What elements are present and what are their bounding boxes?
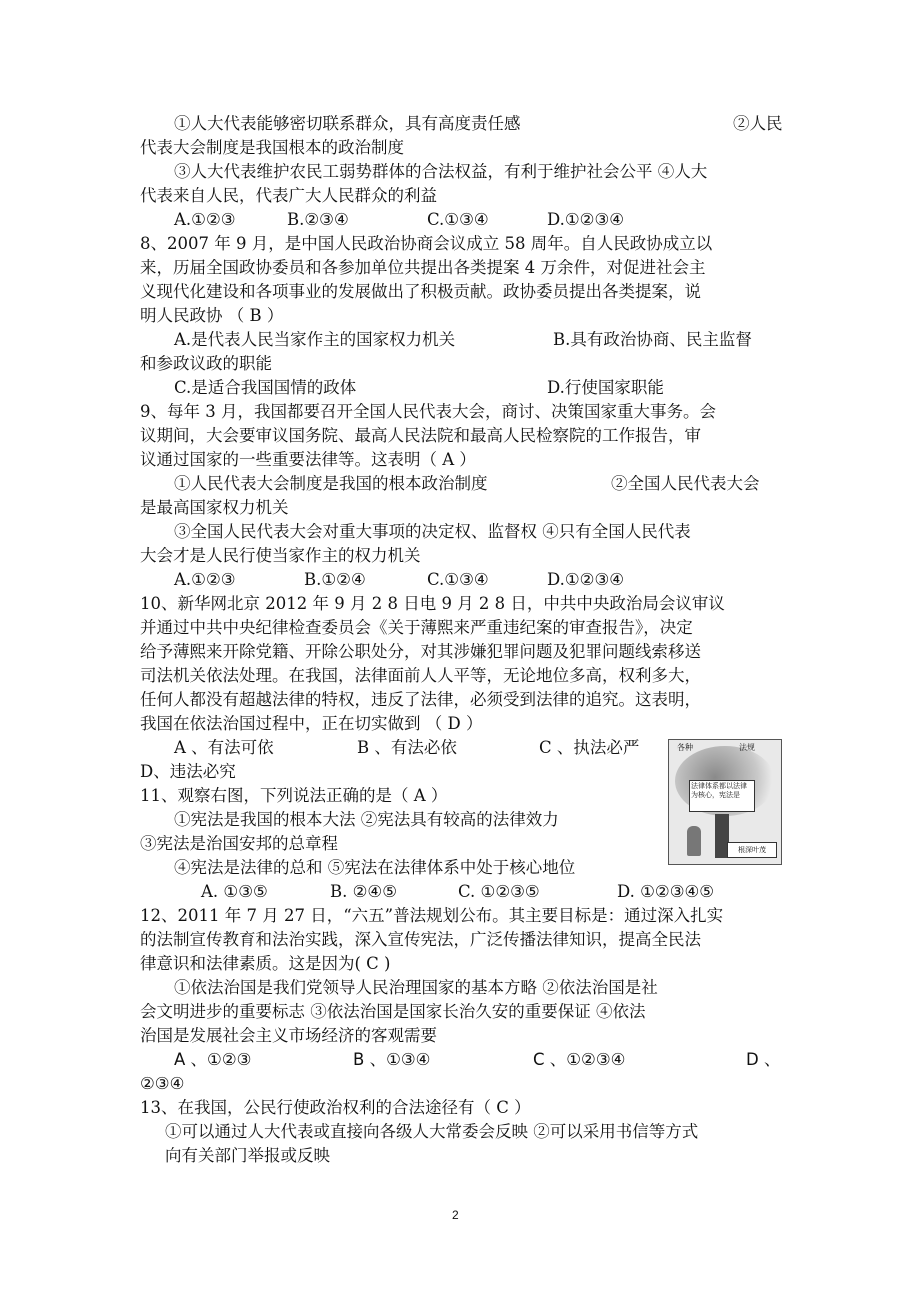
q12-option-4-end: 治国是发展社会主义市场经济的客观需要 (140, 1026, 437, 1045)
q8-stem-line-2: 来，历届全国政协委员和各参加单位共提出各类提案 4 万余件，对促进社会主 (140, 258, 706, 277)
q7-option-2-end: 代表大会制度是我国根本的政治制度 (140, 138, 404, 157)
q7-choice-c: C.①③④ (427, 210, 489, 229)
q12-choice-d-start: D 、 (746, 1050, 781, 1069)
q8-stem-line-3: 义现代化建设和各项事业的发展做出了积极贡献。政协委员提出各类提案，说 (140, 282, 701, 301)
q12-choice-b: B 、①③④ (353, 1050, 431, 1069)
q10-stem-line-4: 司法机关依法处理。在我国，法律面前人人平等，无论地位多高，权利多大， (140, 666, 701, 685)
q9-option-2-end: 是最高国家权力机关 (140, 498, 289, 517)
q12-choice-d-end: ②③④ (140, 1074, 185, 1093)
q9-stem-line-1: 9、每年 3 月，我国都要召开全国人民代表大会，商讨、决策国家重大事务。会 (140, 402, 716, 421)
q12-stem-line-2: 的法制宣传教育和法治实践，深入宣传宪法，广泛传播法律知识，提高全民法 (140, 930, 701, 949)
q10-stem-line-6: 我国在依法治国过程中，正在切实做到 （ D ） (140, 714, 483, 733)
q11-stem: 11、观察右图，下列说法正确的是（ A ） (140, 786, 448, 805)
q7-option-4-end: 代表来自人民，代表广大人民群众的利益 (140, 186, 437, 205)
q7-choice-a: A.①②③ (174, 210, 236, 229)
page-number: 2 (452, 1208, 459, 1222)
q12-option-1-2: ①依法治国是我们党领导人民治理国家的基本方略 ②依法治国是社 (174, 978, 658, 997)
q9-choice-b: B.①②④ (304, 570, 366, 589)
q9-stem-line-3: 议通过国家的一些重要法律等。这表明（ A ） (140, 450, 476, 469)
q9-option-1: ①人民代表大会制度是我国的根本政治制度 (174, 474, 488, 493)
q7-choice-d: D.①②③④ (547, 210, 625, 229)
q12-choice-a: A 、①②③ (174, 1050, 252, 1069)
q7-option-1: ①人大代表能够密切联系群众，具有高度责任感 (174, 114, 521, 133)
person-figure (687, 826, 701, 856)
q10-stem-line-1: 10、新华网北京 2012 年 9 月 2 8 日电 9 月 2 8 日，中共中央政治局会议审议 (140, 594, 725, 613)
q11-option-3: ③宪法是治国安邦的总章程 (140, 834, 338, 853)
q11-options-4-5: ④宪法是法律的总和 ⑤宪法在法律体系中处于核心地位 (174, 858, 576, 877)
q12-stem-line-1: 12、2011 年 7 月 27 日，“六五”普法规划公布。其主要目标是：通过深入扎实 (140, 906, 724, 925)
q7-option-3: ③人大代表维护农民工弱势群体的合法权益，有利于维护社会公平 ④人大 (174, 162, 708, 181)
figure-label-top-right: 法规 (739, 743, 755, 752)
q13-option-1-2: ①可以通过人大代表或直接向各级人大常委会反映 ②可以采用书信等方式 (165, 1122, 699, 1141)
q11-choice-c: C. ①②③⑤ (458, 882, 540, 901)
q7-option-2-start: ②人民 (733, 114, 783, 133)
q8-choice-b: B.具有政治协商、民主监督 (553, 330, 752, 349)
q9-choice-c: C.①③④ (427, 570, 489, 589)
q13-stem: 13、在我国，公民行使政治权利的合法途径有（ C ） (140, 1098, 531, 1117)
q12-stem-line-3: 律意识和法律素质。这是因为( C ) (140, 954, 391, 973)
q10-choice-b: B 、有法必依 (357, 738, 457, 757)
figure-label-top-left: 各种 (677, 743, 693, 752)
q11-choice-a: A. ①③⑤ (201, 882, 268, 901)
q9-option-3: ③全国人民代表大会对重大事项的决定权、监督权 ④只有全国人民代表 (174, 522, 691, 541)
q9-option-4-end: 大会才是人民行使当家作主的权力机关 (140, 546, 421, 565)
q8-choice-a: A.是代表人民当家作主的国家权力机关 (174, 330, 456, 349)
q11-choice-b: B. ②④⑤ (330, 882, 397, 901)
q8-stem-line-4: 明人民政协 （ B ） (140, 306, 284, 325)
q8-choice-b-end: 和参政议政的职能 (140, 354, 272, 373)
q9-choice-d: D.①②③④ (547, 570, 625, 589)
figure-base-label: 根深叶茂 (727, 842, 777, 858)
q12-option-3-4: 会文明进步的重要标志 ③依法治国是国家长治久安的重要保证 ④依法 (140, 1002, 646, 1021)
figure-caption-box: 法律体系都以法律为核心，宪法是 (689, 780, 755, 812)
q8-choice-c: C.是适合我国国情的政体 (174, 378, 357, 397)
q10-stem-line-5: 任何人都没有超越法律的特权，违反了法律，必须受到法律的追究。这表明， (140, 690, 701, 709)
q10-stem-line-2: 并通过中共中央纪律检查委员会《关于薄熙来严重违纪案的审查报告》，决定 (140, 618, 693, 637)
q9-option-2-start: ②全国人民代表大会 (611, 474, 760, 493)
q13-option-2-end: 向有关部门举报或反映 (165, 1146, 330, 1165)
q7-choice-b: B.②③④ (287, 210, 349, 229)
q11-choice-d: D. ①②③④⑤ (617, 882, 715, 901)
q11-options-1-2: ①宪法是我国的根本大法 ②宪法具有较高的法律效力 (174, 810, 559, 829)
q10-choice-c: C 、执法必严 (539, 738, 640, 757)
q9-choice-a: A.①②③ (174, 570, 236, 589)
constitution-tree-figure (668, 739, 782, 865)
q12-choice-c: C 、①②③④ (533, 1050, 626, 1069)
q8-choice-d: D.行使国家职能 (547, 378, 664, 397)
q9-stem-line-2: 议期间，大会要审议国务院、最高人民法院和最高人民检察院的工作报告，审 (140, 426, 701, 445)
q8-stem-line-1: 8、2007 年 9 月，是中国人民政治协商会议成立 58 周年。自人民政协成立以 (140, 234, 713, 253)
q10-choice-d: D、违法必究 (140, 762, 236, 781)
q10-stem-line-3: 给予薄熙来开除党籍、开除公职处分，对其涉嫌犯罪问题及犯罪问题线索移送 (140, 642, 701, 661)
q10-choice-a: A 、有法可依 (174, 738, 274, 757)
